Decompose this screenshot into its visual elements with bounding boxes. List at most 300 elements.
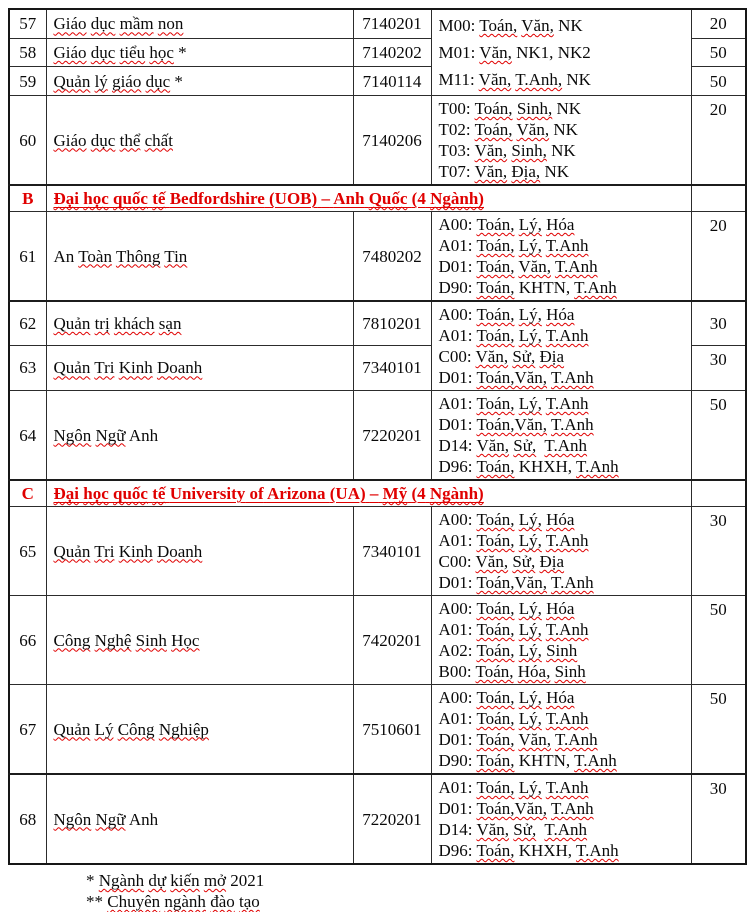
word: D01: — [438, 368, 473, 387]
word: sạn — [158, 313, 182, 333]
word: M01: — [438, 43, 476, 62]
word: Ngôn — [53, 809, 92, 829]
word: Sử, — [512, 347, 536, 366]
word: Bedfordshire — [169, 189, 265, 208]
word: Sử, — [512, 552, 536, 571]
word: Toán, — [474, 99, 513, 118]
word: – — [321, 189, 330, 208]
word: Sinh — [554, 662, 586, 681]
word: M00: — [438, 16, 476, 35]
combos-cell — [431, 507, 691, 596]
word: Sinh, — [516, 99, 553, 118]
section-title — [54, 189, 484, 208]
word: A02: — [438, 641, 473, 660]
word: Đại — [53, 189, 79, 208]
combo-line — [439, 619, 687, 640]
word: Sử, — [513, 436, 537, 455]
word: T.Anh — [545, 620, 589, 639]
word: 2021 — [230, 871, 265, 890]
table-row-65 — [9, 507, 746, 596]
word: T.Anh — [550, 368, 594, 387]
word: Văn, — [476, 820, 510, 839]
word: Văn, — [479, 43, 512, 62]
word: tế — [152, 189, 166, 208]
word: Văn, — [474, 162, 508, 181]
word: NK — [544, 162, 569, 181]
word: Hóa — [546, 510, 575, 529]
word: A00: — [438, 510, 473, 529]
major-code-cell: 7140201 — [353, 9, 431, 38]
word: Kinh — [118, 541, 153, 561]
word: (4 — [411, 189, 426, 208]
word: Quản — [53, 313, 91, 333]
word: T.Anh — [554, 730, 598, 749]
word: Lý, — [518, 326, 542, 345]
word: Văn, — [478, 70, 512, 89]
word: Lý, — [518, 394, 542, 413]
word: Văn, — [518, 730, 551, 749]
word: Hóa — [546, 599, 575, 618]
combos-cell — [431, 212, 691, 302]
word: T.Anh — [545, 394, 589, 413]
combo-line — [439, 367, 687, 388]
major-name-cell — [46, 212, 353, 302]
word: Quản — [53, 719, 91, 739]
word: dự — [148, 871, 167, 890]
word: Văn, — [521, 16, 554, 35]
word: Hóa — [546, 215, 575, 234]
word: NK — [551, 141, 576, 160]
major-name-cell — [46, 345, 353, 390]
table-row-57 — [9, 9, 746, 38]
word: KHXH, — [518, 841, 573, 860]
section-letter-cell: C — [9, 480, 46, 507]
quota-cell: 20 — [691, 212, 746, 302]
word: (4 — [411, 484, 426, 503]
table-row-60 — [9, 96, 746, 186]
major-code-cell: 7220201 — [353, 774, 431, 864]
quota-cell: 20 — [691, 9, 746, 38]
combo-line — [439, 214, 687, 235]
word: D01: — [438, 415, 473, 434]
word: Toán, — [476, 751, 515, 770]
word: tiểu — [119, 43, 146, 62]
major-name-cell — [46, 596, 353, 685]
word: T.Anh — [550, 573, 594, 592]
quota-cell: 50 — [691, 67, 746, 96]
word: Lý, — [518, 510, 542, 529]
word: mầm — [119, 14, 154, 34]
major-code-cell: 7340101 — [353, 507, 431, 596]
major-name-cell — [46, 301, 353, 345]
combos-cell — [431, 96, 691, 186]
word: Ngành — [98, 871, 145, 890]
word: D01: — [438, 799, 473, 818]
table-row-61 — [9, 212, 746, 302]
admissions-table-body — [9, 9, 746, 864]
word: quốc — [113, 484, 148, 503]
word: A01: — [438, 620, 473, 639]
major-name-cell — [46, 774, 353, 864]
word: Toán, — [476, 641, 515, 660]
word: dục — [90, 43, 116, 62]
word: A00: — [438, 215, 473, 234]
word: Đại — [53, 484, 79, 503]
word: Giáo — [53, 130, 87, 150]
word: Toán, — [474, 120, 513, 139]
word: T00: — [438, 99, 471, 118]
section-row-C — [9, 480, 746, 507]
major-code-cell: 7340101 — [353, 345, 431, 390]
word: Toán, — [476, 394, 515, 413]
word: T.Anh — [550, 799, 594, 818]
word: Văn, — [476, 436, 510, 455]
word: Văn, — [518, 257, 551, 276]
row-number-cell: 66 — [9, 596, 46, 685]
word: Sinh, — [511, 141, 547, 160]
word: T.Anh — [576, 841, 619, 860]
footnotes — [86, 870, 745, 912]
major-name-cell — [46, 38, 353, 67]
word: Kinh — [118, 358, 153, 378]
word: Tin — [164, 246, 188, 266]
row-number-cell: 59 — [9, 67, 46, 96]
word: Lý, — [518, 778, 542, 797]
word: A01: — [438, 236, 473, 255]
word: Sinh — [135, 630, 167, 650]
word: C00: — [438, 347, 472, 366]
word: dục — [90, 130, 116, 150]
word: (UOB) — [269, 189, 318, 208]
word: Quản — [53, 541, 91, 561]
word: Ngôn — [53, 425, 92, 445]
word: An — [53, 246, 75, 266]
word: Lý, — [518, 599, 542, 618]
major-code-cell: 7140202 — [353, 38, 431, 67]
row-number-cell: 58 — [9, 38, 46, 67]
word: T.Anh — [545, 326, 589, 345]
word: mở — [203, 871, 227, 890]
word: * — [178, 43, 187, 62]
word: T.Anh — [576, 457, 619, 476]
word: Lý, — [518, 236, 542, 255]
combo-line — [439, 98, 687, 119]
word: kiến — [170, 871, 200, 890]
word: Thông — [115, 246, 161, 266]
word: Toán, — [476, 510, 515, 529]
word: Tri — [94, 541, 115, 561]
combo-line — [439, 12, 687, 39]
word: Tri — [94, 358, 115, 378]
word: Toán,Văn, — [476, 799, 548, 818]
word: T.Anh — [554, 257, 598, 276]
word: Toán, — [476, 688, 515, 707]
word: A00: — [438, 599, 473, 618]
word: Toán, — [476, 841, 515, 860]
row-number-cell: 60 — [9, 96, 46, 186]
word: T.Anh — [574, 751, 617, 770]
word: A01: — [438, 778, 473, 797]
word: D01: — [438, 257, 473, 276]
combo-line — [439, 435, 687, 456]
word: NK — [558, 16, 583, 35]
word: D14: — [438, 820, 473, 839]
word: Ngành) — [430, 189, 484, 208]
word: học — [83, 189, 109, 208]
word: khách — [113, 313, 155, 333]
word: C00: — [438, 552, 472, 571]
combo-line — [439, 840, 687, 861]
quota-cell: 30 — [691, 507, 746, 596]
word: A01: — [438, 394, 473, 413]
word: Toán, — [476, 257, 515, 276]
section-title-cell — [46, 480, 691, 507]
word: Toán,Văn, — [476, 368, 548, 387]
combo-line — [439, 598, 687, 619]
major-name-cell — [46, 507, 353, 596]
combo-line — [439, 551, 687, 572]
section-letter-cell: B — [9, 185, 46, 212]
word: Toán, — [476, 457, 515, 476]
word: giáo — [112, 71, 142, 91]
word: trị — [94, 313, 110, 333]
word: tạo — [238, 892, 260, 911]
row-number-cell: 64 — [9, 391, 46, 481]
word: Sinh — [546, 641, 578, 660]
word: Văn, — [516, 120, 550, 139]
combo-line — [439, 235, 687, 256]
word: B00: — [438, 662, 472, 681]
row-number-cell: 65 — [9, 507, 46, 596]
major-code-cell: 7510601 — [353, 685, 431, 775]
word: Lý, — [518, 709, 542, 728]
row-number-cell: 67 — [9, 685, 46, 775]
word: Toán, — [479, 16, 518, 35]
combo-line — [439, 456, 687, 477]
combo-line — [439, 661, 687, 682]
word: D01: — [438, 730, 473, 749]
combo-line — [439, 256, 687, 277]
word: Lý, — [518, 215, 542, 234]
table-row-66 — [9, 596, 746, 685]
word: Văn, — [475, 347, 509, 366]
table-row-62 — [9, 301, 746, 345]
word: Ngành) — [429, 484, 484, 503]
major-code-cell: 7810201 — [353, 301, 431, 345]
word: Lý, — [518, 531, 542, 550]
combo-line — [439, 798, 687, 819]
word: Nghệ — [94, 630, 132, 650]
word: Lý, — [518, 641, 542, 660]
major-code-cell: 7140206 — [353, 96, 431, 186]
combos-cell — [431, 685, 691, 775]
word: A01: — [438, 531, 473, 550]
word: Toán, — [476, 730, 515, 749]
combos-cell — [431, 391, 691, 481]
word: A00: — [438, 305, 473, 324]
quota-cell: 30 — [691, 774, 746, 864]
major-name-cell — [46, 391, 353, 481]
word: A01: — [438, 709, 473, 728]
word: T.Anh — [574, 278, 617, 297]
major-code-cell: 7140114 — [353, 67, 431, 96]
combos-cell — [431, 774, 691, 864]
section-title — [54, 484, 484, 503]
row-number-cell: 57 — [9, 9, 46, 38]
combo-line — [439, 39, 687, 66]
quota-cell — [691, 480, 746, 507]
word: Hóa — [546, 688, 575, 707]
major-code-cell: 7420201 — [353, 596, 431, 685]
combo-line — [439, 819, 687, 840]
word: Giáo — [53, 14, 87, 34]
word: D01: — [438, 573, 473, 592]
combos-cell — [431, 596, 691, 685]
combo-line — [439, 729, 687, 750]
word: University — [169, 484, 246, 503]
combo-line — [439, 687, 687, 708]
word: Doanh — [156, 541, 203, 561]
combo-line — [439, 572, 687, 593]
word: Công — [53, 630, 91, 650]
word: – — [369, 484, 379, 503]
section-row-B — [9, 185, 746, 212]
word: Công — [117, 719, 155, 739]
combo-line — [439, 277, 687, 298]
word: * — [174, 71, 183, 91]
combo-line — [439, 640, 687, 661]
word: NK — [553, 120, 578, 139]
quota-cell: 20 — [691, 96, 746, 186]
quota-cell: 50 — [691, 596, 746, 685]
word: Toán, — [476, 599, 515, 618]
word: KHTN, — [518, 278, 571, 297]
word: Toán, — [476, 215, 515, 234]
word: KHTN, — [518, 751, 571, 770]
word: quốc — [113, 189, 148, 208]
word: Quản — [53, 358, 91, 378]
word: Toán, — [476, 326, 515, 345]
word: of — [249, 484, 264, 503]
major-name-cell — [46, 9, 353, 38]
word: KHXH, — [518, 457, 573, 476]
combo-line — [439, 161, 687, 182]
word: T.Anh — [544, 436, 588, 455]
word: Lý, — [518, 620, 542, 639]
word: Toán, — [476, 709, 515, 728]
word: thể — [119, 130, 141, 150]
major-code-cell: 7220201 — [353, 391, 431, 481]
combo-line — [439, 325, 687, 346]
word: Toán, — [476, 305, 515, 324]
word: Địa — [539, 552, 565, 571]
row-number-cell: 61 — [9, 212, 46, 302]
word: Hóa, — [517, 662, 551, 681]
word: Chuyên — [107, 892, 161, 911]
admissions-table — [8, 8, 747, 865]
combo-line — [439, 750, 687, 771]
word: Lý, — [518, 305, 542, 324]
combo-line — [439, 119, 687, 140]
word: D14: — [438, 436, 473, 455]
word: Ngữ — [95, 809, 126, 829]
word: Sử, — [513, 820, 537, 839]
word: NK — [566, 70, 591, 89]
word: NK1, — [516, 43, 554, 62]
word: A01: — [438, 326, 473, 345]
word: D96: — [438, 841, 473, 860]
combos-cell — [431, 301, 691, 391]
combo-line — [439, 393, 687, 414]
quota-cell: 50 — [691, 391, 746, 481]
word: Arizona — [266, 484, 326, 503]
word: Toán, — [476, 531, 515, 550]
section-title-cell — [46, 185, 691, 212]
combo-line — [439, 346, 687, 367]
word: Toán, — [476, 278, 515, 297]
word: NK2 — [557, 43, 591, 62]
combo-line — [439, 66, 687, 93]
major-name-cell — [46, 67, 353, 96]
word: lý — [94, 71, 108, 91]
word: Toán, — [475, 662, 514, 681]
word: Lý — [94, 719, 114, 739]
word: ** — [86, 892, 103, 911]
combo-line — [439, 530, 687, 551]
word: non — [157, 14, 184, 34]
combo-line — [439, 140, 687, 161]
table-row-67 — [9, 685, 746, 775]
word: Toàn — [78, 246, 112, 266]
word: T.Anh — [545, 778, 589, 797]
word: Học — [171, 630, 200, 650]
table-row-64 — [9, 391, 746, 481]
word: đào — [210, 892, 235, 911]
word: Địa, — [511, 162, 541, 181]
word: Toán, — [476, 236, 515, 255]
word: Toán, — [476, 620, 515, 639]
quota-cell — [691, 185, 746, 212]
word: Toán,Văn, — [476, 415, 548, 434]
word: M11: — [438, 70, 475, 89]
word: Mỹ — [382, 484, 408, 503]
word: Nghiệp — [158, 719, 209, 739]
word: Văn, — [474, 141, 508, 160]
footnote — [86, 891, 745, 912]
word: học — [83, 484, 109, 503]
row-number-cell: 68 — [9, 774, 46, 864]
major-code-cell: 7480202 — [353, 212, 431, 302]
word: D90: — [438, 278, 473, 297]
word: Ngữ — [95, 425, 126, 445]
combo-line — [439, 708, 687, 729]
word: D90: — [438, 751, 473, 770]
word: Giáo — [53, 43, 87, 62]
word: T.Anh — [550, 415, 594, 434]
combo-line — [439, 509, 687, 530]
word: dục — [90, 14, 116, 34]
word: T.Anh, — [515, 70, 563, 89]
table-row-68 — [9, 774, 746, 864]
word: Doanh — [156, 358, 203, 378]
combo-line — [439, 414, 687, 435]
word: học — [149, 43, 174, 62]
word: Anh — [128, 809, 159, 829]
word: T.Anh — [544, 820, 588, 839]
word: Hóa — [546, 305, 575, 324]
word: (UA) — [329, 484, 366, 503]
combo-line — [439, 304, 687, 325]
